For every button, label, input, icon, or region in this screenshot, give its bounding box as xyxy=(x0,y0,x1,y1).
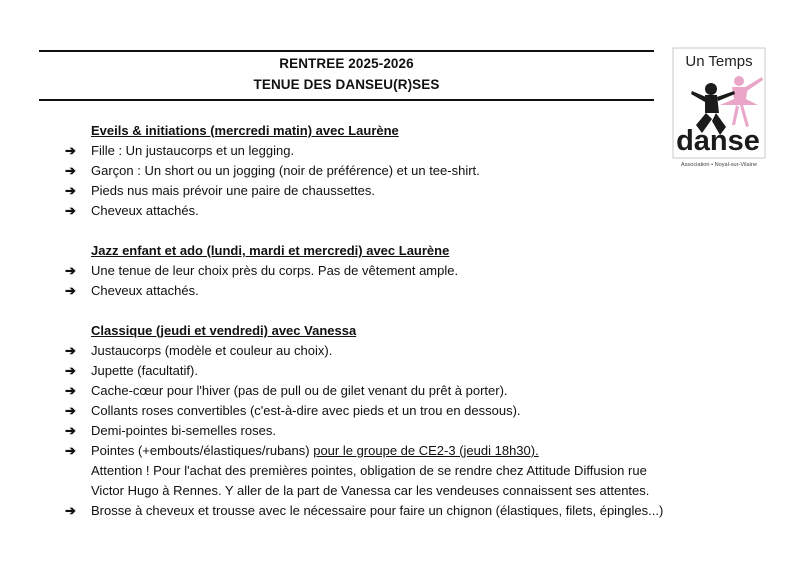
list-item: ➔ Collants roses convertibles (c'est-à-dire avec pieds et un trou en dessous). xyxy=(65,401,765,421)
arrow-right-icon: ➔ xyxy=(65,343,76,358)
arrow-right-icon: ➔ xyxy=(65,183,76,198)
list-item: ➔ Une tenue de leur choix près du corps. Pas de vêtement ample. xyxy=(65,261,765,281)
logo-text-association: Association • Noyal-sur-Vilaine xyxy=(680,162,758,168)
arrow-right-icon: ➔ xyxy=(65,143,76,158)
section-spacer xyxy=(65,301,765,321)
document-subtitle: TENUE DES DANSEU(R)SES xyxy=(253,77,440,92)
arrow-right-icon: ➔ xyxy=(65,363,76,378)
dress-code-content xyxy=(65,121,765,521)
list-item: ➔ Jupette (facultatif). xyxy=(65,361,765,381)
list-item: ➔ Fille : Un justaucorps et un legging. xyxy=(65,141,765,161)
top-rule xyxy=(39,50,654,52)
arrow-right-icon: ➔ xyxy=(65,283,76,298)
bottom-rule xyxy=(39,99,654,101)
section-title-eveils: Eveils & initiations (mercredi matin) avec Laurène xyxy=(91,123,399,138)
document-title: RENTREE 2025-2026 xyxy=(279,56,414,71)
arrow-right-icon: ➔ xyxy=(65,403,76,418)
list-item: ➔ Justaucorps (modèle et couleur au choix). xyxy=(65,341,765,361)
ballerina-figure xyxy=(720,76,763,127)
arrow-right-icon: ➔ xyxy=(65,263,76,278)
list-item: ➔ Pieds nus mais prévoir une paire de chaussettes. xyxy=(65,181,765,201)
pointes-attention-line-1: Attention ! Pour l'achat des premières pointes, obligation de se rendre chez Attitude Diffusion rue xyxy=(91,463,647,478)
logo-text-top: Un Temps xyxy=(685,53,753,70)
arrow-right-icon: ➔ xyxy=(65,503,76,518)
arrow-right-icon: ➔ xyxy=(65,443,76,458)
arrow-right-icon: ➔ xyxy=(65,383,76,398)
list-item: ➔ Cache-cœur pour l'hiver (pas de pull ou de gilet venant du prêt à porter). xyxy=(65,381,765,401)
list-item: ➔ Demi-pointes bi-semelles roses. xyxy=(65,421,765,441)
arrow-right-icon: ➔ xyxy=(65,423,76,438)
section-title-classique: Classique (jeudi et vendredi) avec Vanessa xyxy=(91,323,357,338)
logo-text-danse: danse xyxy=(676,125,760,157)
list-item: ➔ Cheveux attachés. xyxy=(65,281,765,301)
list-item: ➔ Brosse à cheveux et trousse avec le nécessaire pour faire un chignon (élastiques, filets, épingles...) xyxy=(65,501,765,521)
arrow-right-icon: ➔ xyxy=(65,163,76,178)
list-item: ➔ Cheveux attachés. xyxy=(65,201,765,221)
list-item: ➔ Garçon : Un short ou un jogging (noir de préférence) et un tee-shirt. xyxy=(65,161,765,181)
section-title-jazz: Jazz enfant et ado (lundi, mardi et mercredi) avec Laurène xyxy=(91,243,450,258)
section-spacer xyxy=(65,221,765,241)
list-item-pointes: ➔ Pointes (+embouts/élastiques/rubans) pour le groupe de CE2-3 (jeudi 18h30). xyxy=(65,441,765,461)
pointes-group-note: pour le groupe de CE2-3 (jeudi 18h30). xyxy=(313,443,539,458)
arrow-right-icon: ➔ xyxy=(65,203,76,218)
pointes-attention-line-2: Victor Hugo à Rennes. Y aller de la part de Vanessa car les vendeuses connaissent ses attentes. xyxy=(91,483,650,498)
